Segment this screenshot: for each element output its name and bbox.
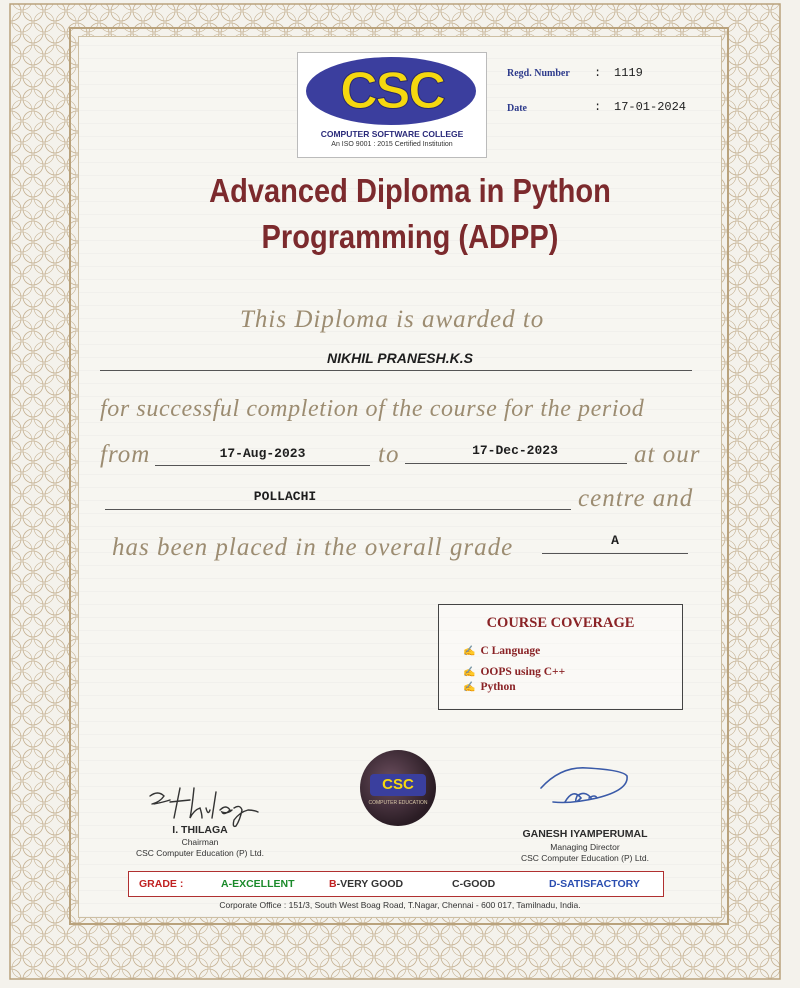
grade-legend-d: D-SATISFACTORY bbox=[549, 878, 640, 890]
pen-check-icon: ✍ bbox=[463, 682, 476, 693]
date-colon: : bbox=[594, 100, 602, 114]
overall-grade: A bbox=[611, 533, 619, 548]
from-date-line bbox=[155, 465, 370, 466]
centre-line bbox=[105, 509, 571, 510]
completion-text: for successful completion of the course for the period bbox=[100, 396, 645, 422]
coverage-item: ✍ OOPS using C++ bbox=[463, 666, 566, 678]
grade-line bbox=[542, 553, 688, 554]
to-label: to bbox=[378, 441, 400, 468]
course-coverage-title: COURSE COVERAGE bbox=[486, 615, 635, 631]
coverage-item: ✍ Python bbox=[463, 681, 516, 693]
chairman-name: I. THILAGA bbox=[172, 824, 228, 836]
grade-legend-c: C-GOOD bbox=[452, 878, 496, 890]
seal-text: COMPUTER EDUCATION bbox=[368, 800, 428, 806]
director-role: Managing Director bbox=[550, 842, 620, 852]
diploma-title-line2: Programming (ADPP) bbox=[261, 218, 559, 255]
diploma-title bbox=[155, 168, 665, 260]
centre-and-text: centre and bbox=[578, 485, 694, 512]
seal-brand: CSC bbox=[370, 774, 426, 796]
chairman-org: CSC Computer Education (P) Ltd. bbox=[135, 848, 265, 858]
logo-brand: CSC bbox=[340, 62, 444, 120]
date-value: 17-01-2024 bbox=[614, 100, 687, 114]
course-coverage-box bbox=[438, 604, 683, 710]
date-label: Date bbox=[507, 103, 527, 114]
to-date: 17-Dec-2023 bbox=[472, 443, 558, 458]
at-our-text: at our bbox=[634, 441, 701, 468]
director-signature bbox=[535, 760, 635, 816]
director-name: GANESH IYAMPERUMAL bbox=[522, 828, 648, 840]
logo-college-name: COMPUTER SOFTWARE COLLEGE bbox=[320, 129, 464, 139]
to-date-line bbox=[405, 463, 627, 464]
grade-legend-label: GRADE : bbox=[139, 878, 184, 890]
grade-legend-a: A-EXCELLENT bbox=[221, 878, 295, 890]
from-label: from bbox=[100, 441, 151, 468]
coverage-item: ✍ C Language bbox=[463, 645, 541, 657]
pen-check-icon: ✍ bbox=[463, 646, 476, 657]
hologram-seal bbox=[360, 750, 436, 826]
pen-check-icon: ✍ bbox=[463, 667, 476, 678]
recipient-line bbox=[100, 370, 692, 371]
regd-number-value: 1119 bbox=[614, 66, 643, 80]
from-date: 17-Aug-2023 bbox=[219, 446, 306, 461]
chairman-role: Chairman bbox=[181, 837, 219, 847]
regd-number-label: Regd. Number bbox=[507, 68, 570, 79]
csc-logo bbox=[297, 52, 487, 158]
awarded-to-text: This Diploma is awarded to bbox=[240, 306, 545, 333]
director-org: CSC Computer Education (P) Ltd. bbox=[520, 853, 650, 863]
grade-legend bbox=[128, 871, 664, 897]
grade-legend-b: B-VERY GOOD bbox=[329, 878, 404, 890]
diploma-title-line1: Advanced Diploma in Python bbox=[209, 172, 611, 209]
grade-sentence: has been placed in the overall grade bbox=[112, 534, 514, 561]
centre-name: POLLACHI bbox=[253, 489, 317, 504]
logo-iso-text: An ISO 9001 : 2015 Certified Institution bbox=[331, 141, 453, 148]
regd-colon: : bbox=[594, 66, 602, 80]
recipient-name: NIKHIL PRANESH.K.S bbox=[327, 350, 473, 366]
corporate-office-address: Corporate Office : 151/3, South West Boag Road, T.Nagar, Chennai - 600 017, Tamilnadu, India. bbox=[219, 900, 581, 910]
